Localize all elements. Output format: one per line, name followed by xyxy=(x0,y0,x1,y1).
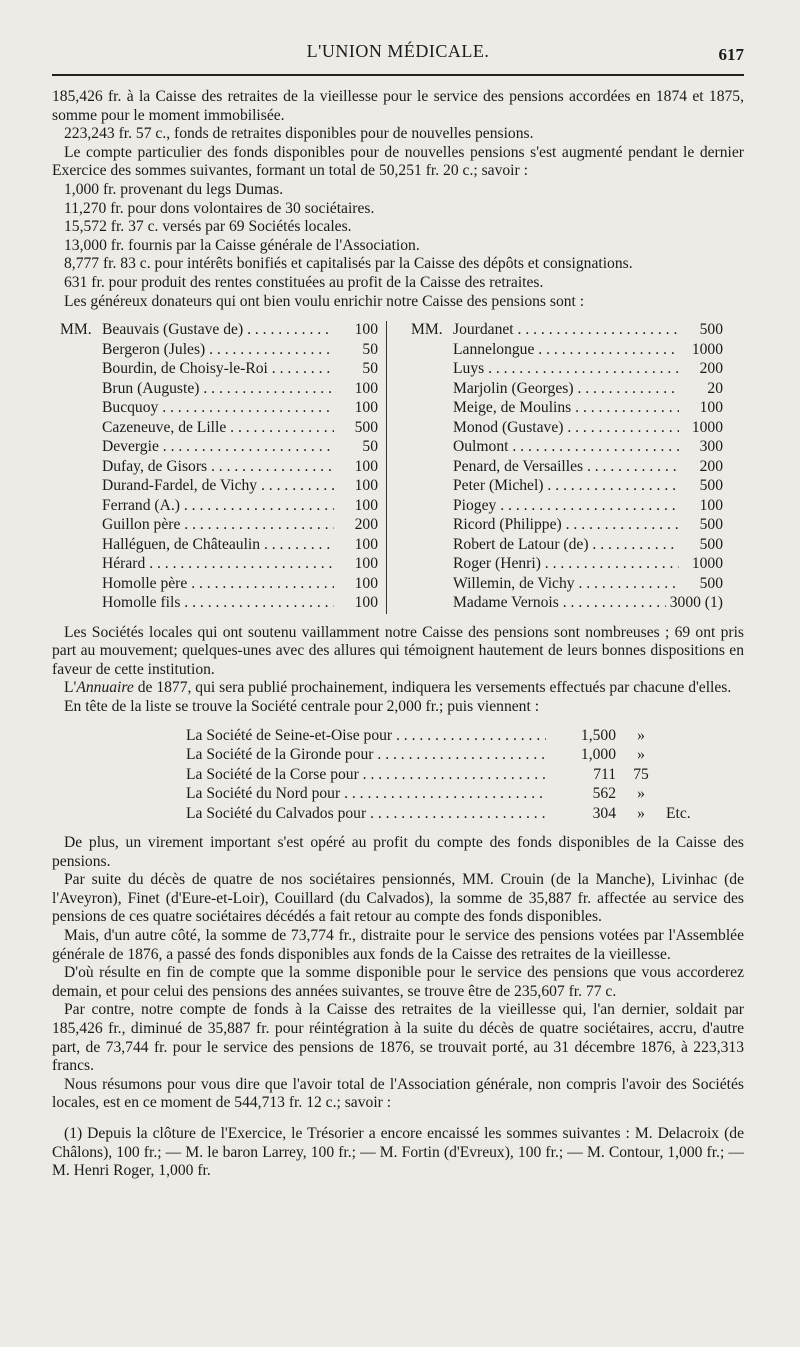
donor-row xyxy=(60,516,378,536)
donors-column-left xyxy=(52,321,378,614)
donor-amount: 100 xyxy=(354,477,378,495)
sum-line: 1,000 fr. provenant du legs Dumas. xyxy=(64,180,284,198)
donor-name: Bourdin, de Choisy-le-Roi . . . xyxy=(102,360,334,379)
society-name: La Société de la Corse pour . . . xyxy=(186,766,546,785)
sum-line: 15,572 fr. 37 c. versés par 69 Sociétés locales. xyxy=(64,218,352,236)
donor-amount: 100 xyxy=(354,555,378,573)
donor-row xyxy=(60,555,378,575)
donor-name: Meige, de Moulins . . . xyxy=(453,399,679,418)
body-paragraph: Nous résumons pour vous dire que l'avoir total de l'Association générale, non compris l'avoir des Sociétés locales, est en ce moment de 544,713 fr. 12 c.; savoir : xyxy=(52,1075,744,1112)
donor-amount: 300 xyxy=(699,438,723,456)
society-row xyxy=(52,805,744,825)
donor-amount: 20 xyxy=(707,379,723,397)
donor-row xyxy=(411,360,723,380)
donors-table xyxy=(52,321,744,614)
donor-name: Marjolin (Georges) . . . xyxy=(453,380,679,399)
society-row xyxy=(52,727,744,747)
donor-amount: 1000 xyxy=(691,340,723,358)
donor-row xyxy=(411,341,723,361)
donor-name: Willemin, de Vichy . . . xyxy=(453,575,679,594)
donor-name: Roger (Henri) . . . xyxy=(453,555,679,574)
donor-prefix: MM. xyxy=(60,321,92,339)
sum-line: 11,270 fr. pour dons volontaires de 30 sociétaires. xyxy=(64,199,375,217)
annuaire-text: de 1877, qui sera publié prochainement, indiquera les versements effectués par chacune d'elles. xyxy=(133,679,732,697)
society-cents: » xyxy=(637,726,645,744)
donor-amount: 500 xyxy=(699,321,723,339)
annuaire-title: Annuaire xyxy=(76,679,134,697)
donor-row xyxy=(411,555,723,575)
donor-row xyxy=(60,419,378,439)
donor-name: Dufay, de Gisors . . . xyxy=(102,458,334,477)
intro-paragraph: 223,243 fr. 57 c., fonds de retraites disponibles pour de nouvelles pensions. xyxy=(64,125,534,143)
donor-row xyxy=(411,594,723,614)
donor-name: Beauvais (Gustave de) . . . xyxy=(102,321,334,340)
donor-prefix: MM. xyxy=(411,321,443,339)
annuaire-paragraph xyxy=(52,679,744,698)
donor-row xyxy=(411,575,723,595)
society-cents: » xyxy=(637,746,645,764)
donor-row xyxy=(60,497,378,517)
donor-amount: 50 xyxy=(362,360,378,378)
donor-name: Ferrand (A.) . . . xyxy=(102,497,334,516)
donor-name: Halléguen, de Châteaulin . . . xyxy=(102,536,334,555)
donor-name: Homolle fils . . . xyxy=(102,594,334,613)
donor-name: Hérard . . . xyxy=(102,555,334,574)
donor-amount: 200 xyxy=(699,457,723,475)
donor-row xyxy=(60,477,378,497)
annuaire-prefix: L' xyxy=(64,679,77,697)
donor-row xyxy=(411,419,723,439)
footnote: (1) Depuis la clôture de l'Exercice, le Trésorier a encore encaissé les sommes suivantes : M. Delacroix (de Châlons), 100 fr.; — M. le baron Larrey, 100 fr.; — M. Fortin (d'Evreux), 100 fr.; — M. Contour, 1,000 fr.; — M. Henri Roger, 1,000 fr. xyxy=(52,1125,744,1180)
page-number: 617 xyxy=(718,45,744,64)
donor-amount: 100 xyxy=(699,496,723,514)
intro-paragraph: Le compte particulier des fonds disponibles pour de nouvelles pensions s'est augmenté pendant le dernier Exercice des sommes suivantes, formant un total de 50,251 fr. 20 c.; savoir : xyxy=(52,143,744,180)
donor-amount: 100 xyxy=(354,399,378,417)
donor-amount: 100 xyxy=(699,399,723,417)
donor-amount: 200 xyxy=(354,516,378,534)
donor-name: Guillon père . . . xyxy=(102,516,334,535)
article-body xyxy=(52,88,744,1181)
donor-amount: 100 xyxy=(354,574,378,592)
donor-amount: 50 xyxy=(362,438,378,456)
donors-intro: Les généreux donateurs qui ont bien voulu enrichir notre Caisse des pensions sont : xyxy=(64,292,585,310)
donor-row xyxy=(60,594,378,614)
donor-amount: 100 xyxy=(354,379,378,397)
donor-name: Bucquoy . . . xyxy=(102,399,334,418)
donor-amount: 1000 xyxy=(691,555,723,573)
society-name: La Société du Calvados pour . . . xyxy=(186,805,546,824)
body-paragraph: Par suite du décès de quatre de nos sociétaires pensionnés, MM. Crouin (de la Manche), Livinhac (de l'Aveyron), Finet (d'Eure-et-Loir), Couillard (du Calvados), la somme de 35,887 fr. affectée au service des pensions de ces quatre sociétaires décédés a fait retour au compte des fonds disponibles. xyxy=(52,871,744,926)
societies-table xyxy=(52,727,744,825)
donor-name: Madame Vernois . . . xyxy=(453,594,666,613)
donor-name: Oulmont . . . xyxy=(453,438,679,457)
header-rule xyxy=(52,74,744,76)
donor-name: Devergie . . . xyxy=(102,438,334,457)
donor-row xyxy=(60,360,378,380)
donor-row xyxy=(411,438,723,458)
society-amount: 711 xyxy=(593,765,616,783)
society-etc: Etc. xyxy=(666,804,691,822)
donor-row xyxy=(60,438,378,458)
donor-row xyxy=(60,321,378,341)
donor-amount: 100 xyxy=(354,535,378,553)
journal-title: L'UNION MÉDICALE. xyxy=(306,41,490,61)
donor-row xyxy=(411,536,723,556)
society-name: La Société de Seine-et-Oise pour . . . xyxy=(186,727,546,746)
society-cents: » xyxy=(637,804,645,822)
society-name: La Société de la Gironde pour . . . xyxy=(186,746,546,765)
donor-amount: 500 xyxy=(699,477,723,495)
donor-row xyxy=(411,516,723,536)
donor-name: Monod (Gustave) . . . xyxy=(453,419,679,438)
society-cents: 75 xyxy=(633,765,649,783)
body-paragraph: Mais, d'un autre côté, la somme de 73,774 fr., distraite pour le service des pensions votées par l'Assemblée générale de 1876, a passé des fonds disponibles aux fonds de la Caisse des retraites de la vieillesse. xyxy=(52,927,744,963)
body-paragraph: D'où résulte en fin de compte que la somme disponible pour le service des pensions que vous accorderez demain, et pour celui des pensions des années suivantes, se trouve être de 235,607 fr. 77 c. xyxy=(52,964,744,1000)
donor-name: Penard, de Versailles . . . xyxy=(453,458,679,477)
donor-row xyxy=(60,536,378,556)
society-row xyxy=(52,766,744,786)
donor-row xyxy=(411,380,723,400)
society-amount: 304 xyxy=(592,804,616,822)
donor-amount: 500 xyxy=(699,535,723,553)
donor-name: Jourdanet . . . xyxy=(453,321,679,340)
society-name: La Société du Nord pour . . . xyxy=(186,785,546,804)
society-amount: 562 xyxy=(592,785,616,803)
donor-name: Lannelongue . . . xyxy=(453,341,679,360)
donor-row xyxy=(60,341,378,361)
donor-amount: 50 xyxy=(362,340,378,358)
society-row xyxy=(52,746,744,766)
donor-row xyxy=(411,477,723,497)
donor-amount: 100 xyxy=(354,321,378,339)
society-row xyxy=(52,785,744,805)
donor-row xyxy=(411,497,723,517)
donor-name: Ricord (Philippe) . . . xyxy=(453,516,679,535)
donor-amount: 1000 xyxy=(691,418,723,436)
donor-row xyxy=(60,575,378,595)
societies-paragraph: Les Sociétés locales qui ont soutenu vaillamment notre Caisse des pensions sont nombreuses ; 69 ont pris part au mouvement; quelques-unes avec des allures qui témoignent hautement de leurs bonnes dispositions en faveur de cette institution. xyxy=(52,623,744,678)
donor-amount: 500 xyxy=(354,418,378,436)
sum-line: 13,000 fr. fournis par la Caisse générale de l'Association. xyxy=(64,236,420,254)
society-amount: 1,500 xyxy=(580,726,616,744)
body-paragraph: Par contre, notre compte de fonds à la Caisse des retraites de la vieillesse qui, l'an dernier, soldait par 185,426 fr., diminué de 35,887 fr. pour réintégration à la suite du décès de quatre sociétaires, accru, d'autre part, de 73,744 fr. pour le service des pensions de 1876, se trouvait porté, au 31 décembre 1876, à 223,313 francs. xyxy=(52,1001,744,1075)
donor-amount: 100 xyxy=(354,496,378,514)
donor-name: Bergeron (Jules) . . . xyxy=(102,341,334,360)
donor-name: Peter (Michel) . . . xyxy=(453,477,679,496)
donor-name: Durand-Fardel, de Vichy . . . xyxy=(102,477,334,496)
body-paragraph: De plus, un virement important s'est opéré au profit du compte des fonds disponibles de la Caisse des pensions. xyxy=(52,834,744,870)
donor-name: Cazeneuve, de Lille . . . xyxy=(102,419,334,438)
donor-row xyxy=(60,380,378,400)
societies-heading: En tête de la liste se trouve la Société centrale pour 2,000 fr.; puis viennent : xyxy=(64,698,540,715)
donor-amount: 200 xyxy=(699,360,723,378)
donor-amount: 100 xyxy=(354,594,378,612)
society-cents: » xyxy=(637,785,645,803)
donor-name: Luys . . . xyxy=(453,360,679,379)
donor-row xyxy=(60,458,378,478)
donors-column-right xyxy=(386,321,723,614)
donor-name: Homolle père . . . xyxy=(102,575,334,594)
donor-amount: 100 xyxy=(354,457,378,475)
donor-amount: 500 xyxy=(699,516,723,534)
intro-paragraph: 185,426 fr. à la Caisse des retraites de la vieillesse pour le service des pensions accordées en 1874 et 1875, somme pour le moment immobilisée. xyxy=(52,88,744,124)
donor-name: Piogey . . . xyxy=(453,497,679,516)
sum-line: 8,777 fr. 83 c. pour intérêts bonifiés et capitalisés par la Caisse des dépôts et consignations. xyxy=(64,255,633,273)
page-header xyxy=(52,42,744,68)
donor-name: Brun (Auguste) . . . xyxy=(102,380,334,399)
sum-line: 631 fr. pour produit des rentes constituées au profit de la Caisse des retraites. xyxy=(64,273,544,291)
society-amount: 1,000 xyxy=(580,746,616,764)
donor-row xyxy=(411,458,723,478)
donor-row xyxy=(411,399,723,419)
donor-row xyxy=(60,399,378,419)
donor-amount: 3000 (1) xyxy=(669,594,723,612)
donor-name: Robert de Latour (de) . . . xyxy=(453,536,679,555)
donor-amount: 500 xyxy=(699,574,723,592)
donor-row xyxy=(411,321,723,341)
